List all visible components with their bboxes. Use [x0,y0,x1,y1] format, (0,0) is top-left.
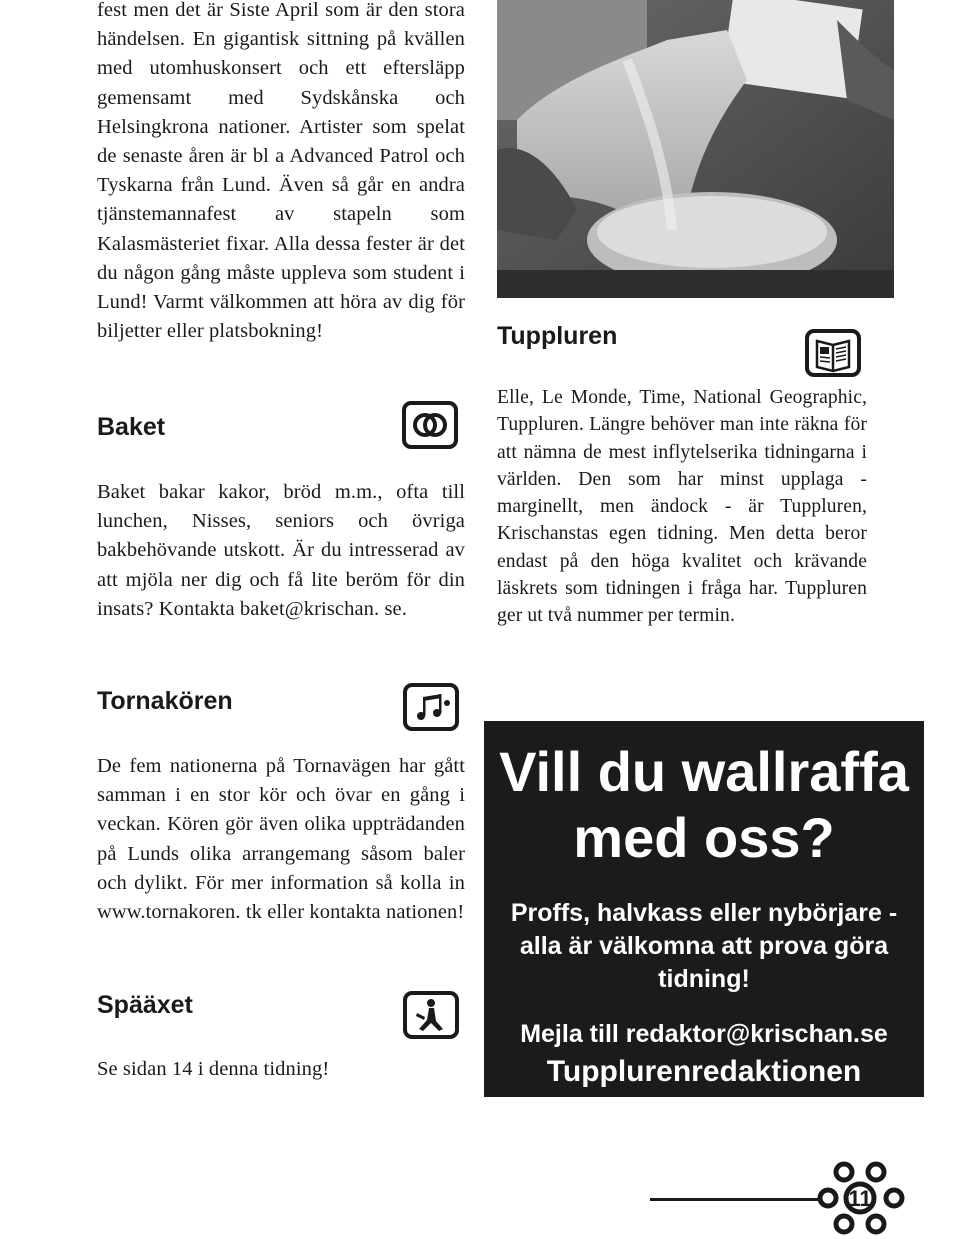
tuppluren-article [497,384,867,630]
newspaper-icon [805,329,861,377]
spaaxet-article [97,1055,465,1084]
promo-box [484,721,924,1097]
intro-article [97,0,465,346]
music-notes-icon [403,683,459,731]
promo-signature: Tupplurenredaktionen [546,1055,862,1088]
tuppluren-text: Elle, Le Monde, Time, National Geographic, Tuppluren. Längre behöver man inte räkna för att nämna de mest inflytelserika tidningarna i världen. Den som har minst upplaga - marginellt, men ändock - är Tuppluren, Krischanstas egen tidning. Men detta beror endast på den höga kvalitet och krävande läskrets som tidningen i fråga har. Tuppluren ger ut två nummer per termin. [497,387,867,627]
footer-rule [650,1198,818,1201]
rings-icon [402,401,458,449]
section-heading-baket: Baket [97,413,166,441]
tornakoren-article [97,752,465,927]
spaaxet-text: Se sidan 14 i denna tidning! [97,1058,330,1080]
page-number: 11 [848,1186,872,1211]
baket-text: Baket bakar kakor, bröd m.m., ofta till lunchen, Nisses, seniors och övriga bakbehövande utskott. Är du intresserad av att mjöla ner dig och få lite beröm för din insats? Kontakta baket@krischan. se. [97,481,465,620]
intro-text: fest men det är Siste April som är den stora händelsen. En gigantisk sittning på kvällen med utomhuskonsert och ett eftersläpp gemensamt med Sydskånska och Helsingkrona nationer. Artister som spelat de senaste åren är bl a Advanced Patrol och Tyskarna från Lund. Även så går en andra tjänstemannafest av stapeln som Kalasmästeriet fixar. Alla dessa fester är det du någon gång måste uppleva som student i Lund! Varmt välkommen att höra av dig för biljetter eller platsbokning! [97,0,465,343]
section-heading-spaaxet: Spääxet [97,991,193,1019]
section-heading-tuppluren: Tuppluren [497,322,618,350]
promo-subtext: Proffs, halvkass eller nybörjare - alla är välkomna att prova göra tidning! [510,899,898,993]
dough-photo [497,0,894,298]
promo-headline: Vill du wallraffa med oss? [499,740,909,869]
section-heading-tornakoren: Tornakören [97,687,233,715]
figure-icon [403,991,459,1039]
tornakoren-text: De fem nationerna på Tornavägen har gått samman i en stor kör och övar en gång i veckan. Kören gör även olika uppträdanden på Lunds olika arrangemang såsom baler och dylikt. För mer information så kolla in www.tornakoren. tk eller kontakta nationen! [97,755,465,924]
baket-article [97,478,465,624]
page-number-ornament [816,1160,906,1238]
promo-contact: Mejla till redaktor@krischan.se [520,1020,888,1048]
